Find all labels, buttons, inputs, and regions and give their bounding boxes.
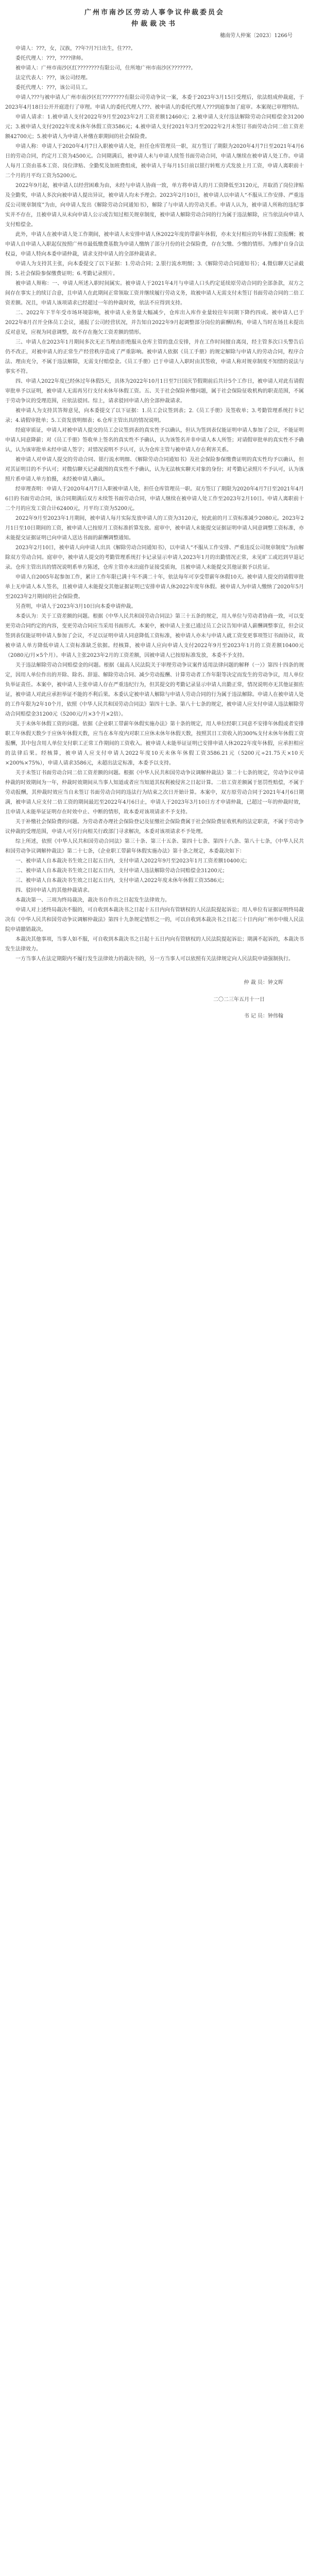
arbitration-award-document [0,0,309,1041]
body-paragraph: 被申请人辩称：一、申请人所述入职时间属实。被申请人于2021年4月与申请人口头约定延续原劳动合同的全部条款，双方之间存在事实上的续订合意，且申请人在此期间正常领取工资并继续履行劳动义务，故被申请人无需支付未签订书面劳动合同的二倍工资差额。况且，申请人该项请求已经超过一年的仲裁时效，依法不应得到支持。 [5,281,304,306]
body-paragraph: 申请人称：申请人于2020年4月7日入职被申请人处，担任仓库管理员一职，双方签订了期限为2020年4月7日至2021年4月6日的劳动合同，约定月工资为4500元。合同期满后，被申请人未与申请人续签书面劳动合同，申请人继续在被申请人处工作。申请人每月工资由基本工资、岗位津贴、全勤奖及加班费组成，被申请人于每月15日前以银行转账方式发放上月工资，申请人离职前十二个月的月平均工资为5200元。 [5,144,304,179]
body-paragraph: 三、申请人在2023年1月期间多次无正当理由拒绝服从仓库主管的盘点安排，并在工作时间擅自离岗，经主管多次口头警告后仍不改正，对被申请人的正常生产经营秩序造成了严重影响。被申请人依据《员工手册》的规定解除与申请人的劳动合同，程序合法、理由充分，不属于违法解除，无需支付赔偿金。《员工手册》已于申请人入职时由其签收，申请人称对规章制度不知情的说法与事实不符。 [5,340,304,375]
body-paragraph: 2022年9月至2023年1月期间，被申请人每月实际发放申请人的工资为3120元，较此前的月工资标准减少2080元。2023年2月1日至10日期间的工资，被申请人已按原月工资标准折算发放。庭审中，被申请人未能提交证据证明申请人同意调整工资标准，亦未能提交证据证明已向申请人送达书面的薪酬调整通知。 [5,516,304,541]
party-line: 法定代表人：???，该公司经理。 [15,75,91,81]
body-paragraph: 申请人???与被申请人广州市南沙区红????????有限公司劳动争议一案，本委于2023年3月15日受理后，依法组成仲裁庭，于2023年4月18日公开开庭进行了审理。申请人的委托代理人???、被申请人的委托代理人???到庭参加了庭审。本案现已审理终结。 [5,95,304,110]
party-line: 被申请人：广州市南沙区红????????有限公司，住所地广州市南沙区???????。 [15,65,196,71]
body-paragraph: 被申请人对申请人提交的劳动合同、银行流水明细、《解除劳动合同通知书》及社会保险参保缴费证明的真实性均予以确认，但对其证明目的不予认可；对微信聊天记录截图的真实性不予确认，认为无法核实聊天对象的身份；对考勤记录照片不予认可，认为该照片系申请人单方拍摄，未经被申请人确认。 [5,457,304,482]
body-paragraph: 本裁决其他事项，当事人如不服，可自收到本裁决书之日起十五日内向有管辖权的人民法院提起诉讼；期满不起诉的，本裁决书发生法律效力。 [5,937,304,952]
body-paragraph: 二、被申请人自本裁决书生效之日起五日内，支付申请人违法解除劳动合同赔偿金31200元； [15,868,228,874]
body-paragraph: 关于违法解除劳动合同赔偿金的问题。根据《最高人民法院关于审理劳动争议案件适用法律问题的解释（一）》第四十四条的规定，因用人单位作出的开除、除名、辞退、解除劳动合同、减少劳动报酬、计算劳动者工作年限等决定而发生的劳动争议，用人单位负举证责任。本案中，被申请人主张申请人存在严重违纪行为，但其提交的考勤记录显示申请人出勤正常，情况说明亦无其他证据佐证，被申请人对此应承担举证不能的不利后果。本委认定被申请人解除与申请人劳动合同的行为属于违法解除。申请人在被申请人处的工作年限为2年10个月，依照《中华人民共和国劳动合同法》第四十七条、第八十七条的规定，被申请人应支付申请人违法解除劳动合同赔偿金31200元（5200元/月×3个月×2倍）。 [5,663,304,717]
party-line: 委托代理人：???，该公司员工。 [15,85,91,91]
body-paragraph: 综上所述，依照《中华人民共和国劳动合同法》第三十条、第三十五条、第四十七条、第四十八条、第八十七条，《中华人民共和国劳动争议调解仲裁法》第二十七条，《企业职工带薪年休假实施办法》第十条之规定，本委裁决如下： [5,839,304,854]
body-paragraph: 被申请人为支持其答辩意见，向本委提交了以下证据：1.员工会议签到表；2.《员工手册》及签收单；3.考勤管理系统打卡记录；4.请假审批单；5.工资发放明细表；6.仓库主管出具的情况说明。 [5,408,304,423]
award-body [5,93,304,964]
body-paragraph: 经庭审质证，申请人对被申请人提交的员工会议签到表的真实性予以确认，但认为签到表仅能证明申请人参加了会议，不能证明申请人同意降薪；对《员工手册》签收单上签名的真实性不予确认，认为该签名并非申请人本人所签；对请假审批单的真实性不予确认，认为该审批单未经申请人签字；对情况说明不予认可，认为仓库主管与被申请人存在利害关系。 [5,428,304,453]
body-paragraph: 二、2022年下半年受市场环境影响，被申请人业务量大幅减少，仓库出入库作业量较往年同期下降约四成。被申请人已于2022年8月召开全体员工会议，通报了公司经营状况，并告知自2022年9月起调整部分岗位的薪酬结构，申请人当时在场且未提出反对意见，应视为同意调整，故不存在拖欠工资差额的情形。 [5,310,304,335]
document-title: 仲裁裁决书 [131,20,178,28]
body-paragraph: 一方当事人在法定期限内不履行发生法律效力的裁决书的，另一方当事人可以依照有关法律规定向人民法院申请强制执行。 [15,956,294,962]
issuing-organization: 广州市南沙区劳动人事争议仲裁委员会 [84,9,225,16]
body-paragraph: 一、被申请人自本裁决书生效之日起五日内，支付申请人2022年9月至2023年1月工资差额10400元； [15,858,250,864]
body-paragraph: 关于补缴社会保险费的问题。为劳动者办理社会保险登记及征缴社会保险费属于社会保险费征收机构的法定职责，不属于劳动争议仲裁的受理范围，申请人可另行向相关行政部门寻求解决，本委对该项请求不予处理。 [5,819,304,835]
body-paragraph: 申请人自2005年起参加工作，累计工作年限已满十年不满二十年，依法每年可享受带薪年休假10天。被申请人提交的请假审批单上无申请人本人签名，且被申请人未能提交其他证据证明已安排申请人休2022年度年休假。被申请人为申请人缴纳了2020年5月至2023年2月期间的社会保险费。 [5,574,304,600]
party-line: 申请人：???，女，汉族，??年?月?日出生，住???。 [15,46,136,52]
arbitrator-signature: 仲 裁 员：钟文晖 [244,980,283,986]
body-paragraph: 申请人为支持其主张，向本委提交了以下证据：1.劳动合同；2.银行流水明细；3.《解除劳动合同通知书》；4.微信聊天记录截图；5.社会保险参保缴费证明；6.考勤记录照片。 [5,261,304,277]
body-paragraph: 经审理查明：申请人于2020年4月7日入职被申请人处，担任仓库管理员一职。双方签订了期限为2020年4月7日至2021年4月6日的书面劳动合同，该合同期满后双方未续签书面劳动合同，申请人继续在被申请人处工作至2023年2月10日。申请人离职前十二个月的应发工资合计62400元，月平均工资为5200元。 [5,486,304,512]
body-paragraph: 申请人对上述终局裁决不服的，可自收到本裁决书之日起十五日内向有管辖权的人民法院提起诉讼；用人单位有证据证明终局裁决有《中华人民共和国劳动争议调解仲裁法》第四十九条规定情形之一的，可以自收到本裁决书之日起三十日内向广州市中级人民法院申请撤销裁决。 [5,907,304,933]
award-date: 二〇二三年五月十一日 [213,997,265,1003]
party-line: 委托代理人：???，????律师。 [15,56,87,61]
body-paragraph: 关于未签订书面劳动合同二倍工资差额的问题。根据《中华人民共和国劳动争议调解仲裁法》第二十七条的规定，劳动争议申请仲裁的时效期间为一年，仲裁时效期间从当事人知道或者应当知道其权利被侵害之日起计算。二倍工资差额属于惩罚性赔偿，不属于劳动报酬，其仲裁时效应当自未签订书面劳动合同的违法行为结束之次日开始计算。本案中，双方原劳动合同于2021年4月6日期满，被申请人应支付二倍工资的期间最迟至2022年4月6日止，申请人于2023年3月10日方才申请仲裁，已超过一年的仲裁时效，且申请人未能举证证明存在时效中止、中断的情形，故本委对该项请求不予支持。 [5,770,304,815]
body-paragraph: 此外，申请人在被申请人处工作期间，被申请人未安排申请人休2022年度的带薪年休假，亦未支付相应的年休假工资报酬；被申请人自申请人入职起仅按照广州市最低缴费基数为申请人缴纳了部分月份的社会保险费，存在欠缴、少缴的情形。为维护自身合法权益，申请人特向本委申请仲裁，请求支持申请人的全部仲裁请求。 [5,232,304,257]
parties-section [5,44,304,93]
body-paragraph: 关于未休年休假工资的问题。依据《企业职工带薪年休假实施办法》第十条的规定，用人单位经职工同意不安排年休假或者安排职工年休假天数少于应休年休假天数，应当在本年度内对职工应休未休年休假天数，按照其日工资收入的300%支付未休年休假工资报酬，其中包含用人单位支付职工正常工作期间的工资收入。被申请人未能举证证明已安排申请人休2022年度年休假，应承担相应的法律后果。经核算，被申请人应支付申请人2022年度10天未休年休假工资3586.21元（5200元÷21.75天×10天×200%×75%），申请人请求3586元，未超出法定标准，本委予以支持。 [5,721,304,766]
body-paragraph: 三、被申请人自本裁决书生效之日起五日内，支付申请人2022年度未休年休假工资3586元； [15,878,227,884]
body-paragraph: 2022年9月起，被申请人以经营困难为由，未经与申请人协商一致，单方将申请人的月工资降低至3120元，并取消了岗位津贴及全勤奖，申请人多次向被申请人提出异议，被申请人均未予理会。2023年2月10日，被申请人以申请人“不服从工作安排、严重违反公司规章制度”为由，向申请人发出《解除劳动合同通知书》，解除了与申请人的劳动关系。申请人认为，被申请人所称的违纪事实并不存在，且被申请人从未向申请人公示或告知过相关规章制度，被申请人解除劳动合同的行为属于违法解除，应当依法向申请人支付赔偿金。 [5,183,304,228]
body-paragraph: 本裁决第一、三项为终局裁决，裁决书自作出之日起发生法律效力。 [15,897,170,903]
body-paragraph: 四、申请人2022年度已经休过年休假5天，具体为2022年10月1日至7日国庆节假期前后共计5个工作日，被申请人对此有请假审批单予以证明，被申请人无需再另行支付未休年休假工资。五、关于社会保险补缴问题，属于社会保险征收机构的职责范围，不属于劳动争议的受理范围，应依法驳回。综上，请求驳回申请人的全部仲裁请求。 [5,379,304,404]
body-paragraph: 四、驳回申请人的其他仲裁请求。 [15,888,93,893]
signature-block [5,977,304,1022]
body-paragraph: 申请人请求：1.被申请人支付2022年9月至2023年2月工资差额12460元；2.被申请人支付违法解除劳动合同赔偿金31200元；3.被申请人支付2022年度未休年休假工资3586元；4.被申请人支付2021年3月至2022年2月未签订书面劳动合同二倍工资差额42700元；5.被申请人为申请人补缴在职期间的社会保险费。 [5,114,304,140]
clerk-signature: 书 记 员：钟伟翰 [244,1013,283,1019]
case-number: 穗南劳人仲案〔2023〕1266号 [220,33,293,39]
body-paragraph: 另查明，申请人于2023年3月10日向本委申请仲裁。 [15,604,136,609]
body-paragraph: 2023年2月10日，被申请人向申请人出具《解除劳动合同通知书》，以申请人“不服从工作安排、严重违反公司规章制度”为由解除双方劳动合同。庭审中，被申请人提交的考勤管理系统打卡记录显示申请人2023年1月的出勤情况正常，未见旷工或迟到早退记录。仓库主管出具的情况说明系单方陈述，仓库主管亦未出庭作证接受质询，且被申请人未能提交其他证据予以佐证。 [5,545,304,570]
body-paragraph: 本委认为：关于工资差额的问题。根据《中华人民共和国劳动合同法》第三十五条的规定，用人单位与劳动者协商一致，可以变更劳动合同约定的内容，变更劳动合同应当采用书面形式。本案中，被申请人主张已通过员工会议告知申请人薪酬调整事宜，但会议签到表仅能证明申请人参加了会议，不足以证明申请人同意降低工资标准，被申请人亦未与申请人就工资变更事项签订书面协议，故被申请人单方降低申请人工资标准缺乏依据。经核算，被申请人应向申请人支付2022年9月至2023年1月的工资差额10400元（2080元/月×5个月）。申请人主张2023年2月的工资差额，因被申请人已按原标准发放，本委不予支持。 [5,614,304,658]
